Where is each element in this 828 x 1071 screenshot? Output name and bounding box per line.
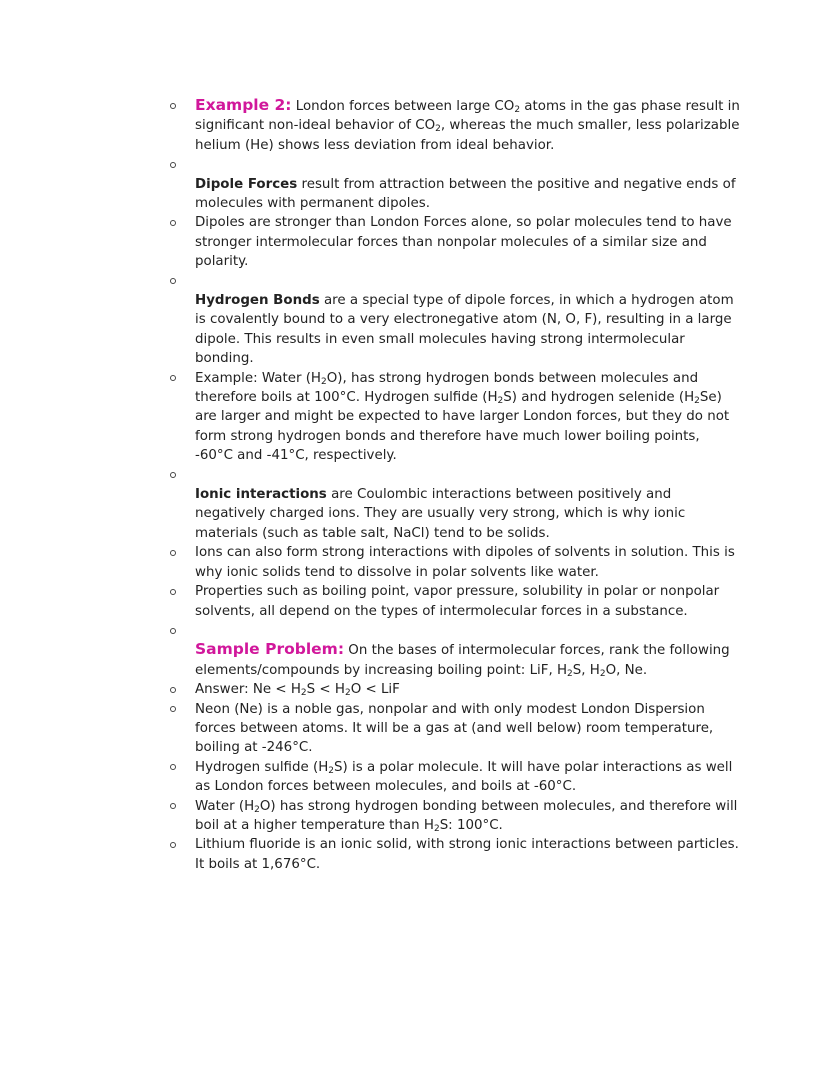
item-text (195, 487, 685, 541)
item-text (195, 545, 735, 579)
item-text (195, 702, 713, 756)
list-item-ionic (170, 485, 740, 543)
item-body: Neon (Ne) is a noble gas, nonpolar and with only modest London Dispersion forces between atoms. It will be a gas at (and well below) room temperature, boiling at -246°C. (195, 701, 714, 756)
bullet-circle-icon (170, 797, 179, 816)
item-text (195, 760, 732, 794)
item-body: Example: Water $(H_2O)$, has strong hydrogen bonds between molecules and therefore boils at 100°C. Hydrogen sulfide $(H_2S)$ and hydrogen selenide $(H_2Se)$ are larger and might be expected to have larger London forces, but they do not form strong hydrogen bonds and therefore have much lower boiling points, -60°C and -41°C, respectively. (195, 370, 730, 464)
item-text (195, 371, 729, 464)
term-heading: Dipole Forces (195, 176, 298, 192)
bullet-circle-icon (170, 680, 179, 699)
item-body: On the bases of intermolecular forces, rank the following elements/compounds by increasing boiling point: LiF, $H_2S$, $H_2O$, Ne. (195, 643, 730, 679)
item-text (195, 177, 736, 211)
list-item-lif (170, 835, 740, 874)
bullet-circle-icon (170, 155, 179, 174)
item-body: Ions can also form strong interactions with dipoles of solvents in solution. This is why ionic solids tend to dissolve in polar solvents like water. (195, 545, 735, 580)
bullet-circle-icon (170, 369, 179, 388)
section-heading: Sample Problem: (195, 640, 345, 659)
list-item-ions-dipoles (170, 543, 740, 582)
list-item-h2s (170, 758, 740, 797)
item-body: are Coulombic interactions between positively and negatively charged ions. They are usually very strong, which is why ionic materials (such as table salt, NaCl) tend to be solids. (195, 487, 686, 541)
bullet-circle-icon (170, 621, 179, 640)
list-item-empty2 (170, 272, 740, 291)
item-text (195, 799, 737, 833)
item-text (195, 215, 732, 269)
list-item-sample-problem (170, 640, 740, 680)
item-body: Answer: $Ne < H_2S < H_2O$ < LiF (195, 682, 400, 699)
list-item-h2o (170, 797, 740, 836)
bullet-circle-icon (170, 213, 179, 232)
item-body: Dipoles are stronger than London Forces alone, so polar molecules tend to have stronger intermolecular forces than nonpolar molecules of a similar size and polarity. (195, 215, 732, 270)
bullet-circle-icon (170, 96, 179, 115)
bullet-circle-icon (170, 272, 179, 291)
item-text (195, 682, 400, 697)
list-item-empty4 (170, 621, 740, 640)
list-item-hbonds (170, 291, 740, 369)
item-text (195, 96, 740, 153)
list-item-empty3 (170, 466, 740, 485)
bullet-circle-icon (170, 582, 179, 601)
bullet-list (170, 96, 740, 874)
item-body: London forces between large $CO_2$ atoms in the gas phase result in significant non-ideal behavior of $CO_2$, whereas the much smaller, less polarizable helium (He) shows less deviation from ideal behavior. (195, 99, 740, 153)
list-item-example2 (170, 96, 740, 155)
list-item-water-example (170, 369, 740, 466)
term-heading: Ionic interactions (195, 487, 327, 503)
bullet-circle-icon (170, 466, 179, 485)
term-heading: Hydrogen Bonds (195, 293, 320, 309)
list-item-neon (170, 700, 740, 758)
item-body: Hydrogen sulfide $(H_2S)$ is a polar molecule. It will have polar interactions as well as London forces between molecules, and boils at -60°C. (195, 759, 733, 795)
list-item-empty1 (170, 155, 740, 174)
item-body: Properties such as boiling point, vapor pressure, solubility in polar or nonpolar solvents, all depend on the types of intermolecular forces in a substance. (195, 584, 720, 619)
item-text (195, 584, 719, 618)
bullet-circle-icon (170, 758, 179, 777)
bullet-circle-icon (170, 700, 179, 719)
item-text (195, 293, 734, 366)
item-body: result from attraction between the positive and negative ends of molecules with permanent dipoles. (195, 176, 736, 212)
item-text (195, 837, 739, 871)
list-item-properties (170, 582, 740, 621)
item-body: are a special type of dipole forces, in which a hydrogen atom is covalently bound to a very electronegative atom (N, O, F), resulting in a large dipole. This results in even small molecules having strong intermolecular bonding. (195, 293, 734, 367)
section-heading: Example 2: (195, 96, 292, 114)
item-body: Water $(H_2O)$ has strong hydrogen bonding between molecules, and therefore will boil at a higher temperature than $H_2S$: 100°C. (195, 798, 738, 834)
list-item-dipole-strength (170, 213, 740, 271)
item-body: Lithium fluoride is an ionic solid, with strong ionic interactions between particles. It boils at 1,676°C. (195, 837, 739, 872)
list-item-answer (170, 680, 740, 699)
item-text (195, 640, 730, 679)
bullet-circle-icon (170, 543, 179, 562)
bullet-circle-icon (170, 835, 179, 854)
list-item-dipole (170, 175, 740, 214)
